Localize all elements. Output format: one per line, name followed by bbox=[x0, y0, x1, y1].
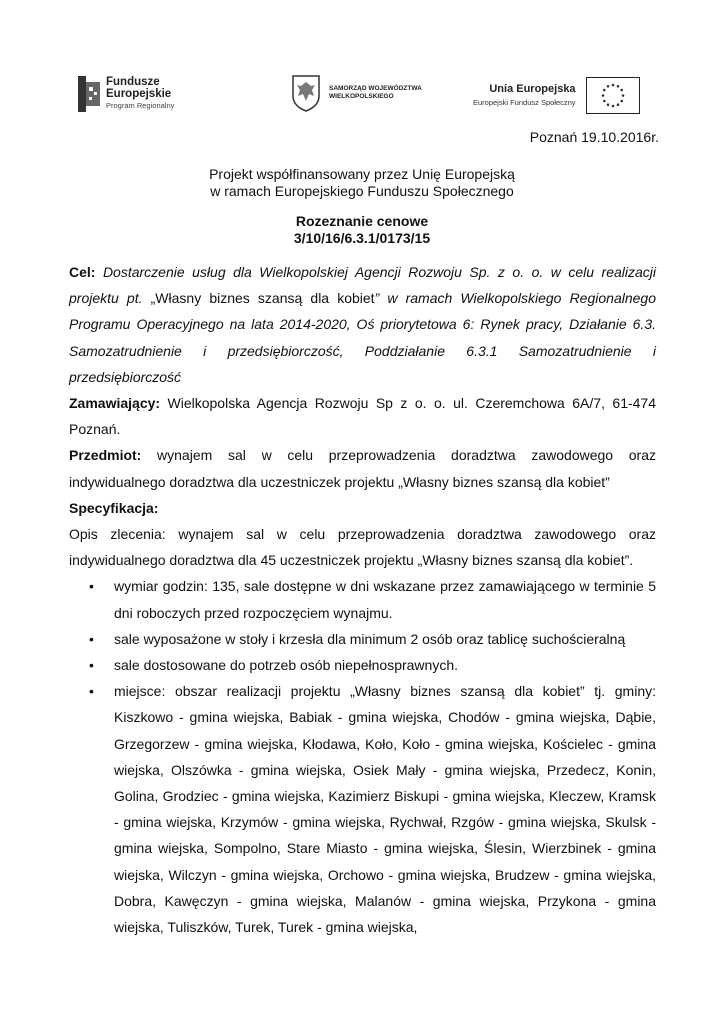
title-line1: Rozeznanie cenowe bbox=[295, 213, 429, 229]
cel-project-name: „Własny biznes szansą dla kobiet bbox=[150, 290, 375, 307]
bullet-icon: • bbox=[89, 683, 94, 700]
specification-list bbox=[69, 573, 656, 940]
list-item-text: sale wyposażone w stoły i krzesła dla minimum 2 osób oraz tablicę suchościeralną bbox=[114, 630, 626, 647]
przedmiot-text: wynajem sal w celu przeprowadzenia doradztwa zawodowego oraz indywidualnego doradztwa dla uczestniczek projektu „Własny biznes szansą dla kobiet” bbox=[69, 447, 656, 490]
sw-logo-line2: WIELKOPOLSKIEGO bbox=[329, 93, 394, 100]
fundusze-europejskie-icon bbox=[78, 76, 100, 112]
specyfikacja-label: Specyfikacja: bbox=[69, 499, 159, 516]
bullet-icon: • bbox=[89, 630, 94, 647]
bullet-icon: • bbox=[89, 657, 94, 674]
document-date: Poznań 19.10.2016r. bbox=[529, 129, 659, 145]
zamawiajacy-text: Wielkopolska Agencja Rozwoju Sp z o. o. ul. Czeremchowa 6A/7, 61-474 Poznań. bbox=[69, 395, 656, 438]
cel-text2: ” w ramach Wielkopolskiego Regionalnego Programu Operacyjnego na lata 2014-2020, Oś priorytetowa 6: Rynek pracy, Działanie 6.3. Samozatrudnienie i przedsiębiorczość, Poddziałanie 6.3.1 Samozatrudnienie i przedsiębiorczość bbox=[69, 290, 656, 385]
fe-logo-line1: Fundusze bbox=[106, 76, 160, 88]
list-item-text: miejsce: obszar realizacji projektu „Własny biznes szansą dla kobiet” tj. gminy: Kiszkowo - gmina wiejska, Babiak - gmina wiejska, Chodów - gmina wiejska, Dąbie, Grzegorzew - gmina wiejska, Kłodawa, Koło, Koło - gmina wiejska, Kościelec - gmina wiejska, Olszówka - gmina wiejska, Osiek Mały - gmina wiejska, Przedecz, Konin, Golina, Grodziec - gmina wiejska, Kazimierz Biskupi - gmina wiejska, Kleczew, Kramsk - gmina wiejska, Krzymów - gmina wiejska, Rychwał, Rzgów - gmina wiejska, Skulsk - gmina wiejska, Sompolno, Stare Miasto - gmina wiejska, Ślesin, Wierzbinek - gmina wiejska, Wilczyn - gmina wiejska, Orchowo - gmina wiejska, Brudzew - gmina wiejska, Dobra, Kawęczyn - gmina wiejska, Malanów - gmina wiejska, Przykona - gmina wiejska, Tuliszków, Turek, Turek - gmina wiejska, bbox=[114, 683, 656, 936]
list-item bbox=[69, 626, 656, 652]
header-line1: Projekt współfinansowany przez Unię Europejską bbox=[209, 166, 515, 182]
unia-europejska-logo bbox=[473, 77, 640, 114]
list-item bbox=[69, 573, 656, 625]
cel-label: Cel: bbox=[69, 264, 96, 280]
logo-bar bbox=[78, 74, 648, 120]
zamawiajacy-label: Zamawiający: bbox=[69, 395, 161, 412]
ue-logo-line1: Unia Europejska bbox=[489, 82, 576, 95]
cel-text1: Dostarczenie usług dla Wielkopolskiej Agencji Rozwoju Sp. z o. o. w celu realizacji projektu pt. bbox=[69, 264, 656, 307]
eagle-crest-icon bbox=[291, 74, 321, 112]
eu-flag-icon bbox=[586, 77, 640, 114]
document-body bbox=[69, 259, 656, 940]
specyfikacja-heading bbox=[69, 495, 656, 521]
zamawiajacy-paragraph bbox=[69, 390, 656, 442]
header-line2: w ramach Europejskiego Funduszu Społecznego bbox=[210, 183, 514, 199]
fe-logo-line2: Europejskie bbox=[106, 88, 172, 100]
ue-logo-line2: Europejski Fundusz Społeczny bbox=[473, 97, 576, 107]
fe-logo-line3: Program Regionalny bbox=[106, 101, 175, 110]
przedmiot-label: Przedmiot: bbox=[69, 447, 142, 464]
title-line2: 3/10/16/6.3.1/0173/15 bbox=[293, 230, 431, 246]
list-item bbox=[69, 652, 656, 678]
sw-logo-line1: SAMORZĄD WOJEWÓDZTWA bbox=[329, 85, 422, 92]
cel-paragraph bbox=[69, 259, 656, 390]
list-item-text: wymiar godzin: 135, sale dostępne w dni wskazane przez zamawiającego w terminie 5 dni roboczych przed rozpoczęciem wynajmu. bbox=[114, 578, 656, 621]
document-title bbox=[0, 213, 724, 247]
cofinancing-header bbox=[0, 166, 724, 200]
list-item-text: sale dostosowane do potrzeb osób niepełnosprawnych. bbox=[114, 657, 459, 674]
list-item bbox=[69, 678, 656, 940]
przedmiot-paragraph bbox=[69, 442, 656, 494]
opis-paragraph: Opis zlecenia: wynajem sal w celu przeprowadzenia doradztwa zawodowego oraz indywidualnego doradztwa dla 45 uczestniczek projektu „Własny biznes szansą dla kobiet”. bbox=[69, 526, 656, 569]
samorzad-logo bbox=[291, 74, 422, 112]
bullet-icon: • bbox=[89, 578, 94, 595]
fundusze-europejskie-logo bbox=[78, 76, 174, 112]
